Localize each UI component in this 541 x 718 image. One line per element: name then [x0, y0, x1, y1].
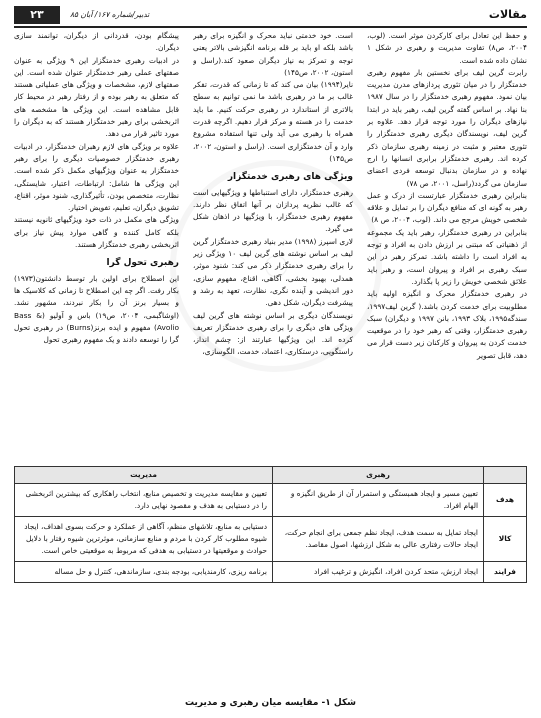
column-header-leadership: رهبری — [273, 467, 484, 484]
page-header — [14, 6, 527, 28]
column-middle — [193, 30, 353, 458]
table-corner — [484, 467, 527, 484]
table-header-row — [15, 467, 527, 484]
paragraph: رهبری خدمتگزار، دارای استنباطها و ویژگیهایی است که غالب نظریه پردازان بر آنها اتفاق نظر دارند. مفهوم رهبری خدمتگزار، با ویژگیها در اذهان شکل می گیرد. — [193, 187, 353, 234]
paragraph: نایر(۱۹۹۴) بیان می کند که تا زمانی که قدرت، تفکر غالب بر ما در رهبری باشد ما نمی توانیم به سطح بالاتری از استاندارد در رهبری حرکت کنیم. ما باید خدمت را در هسته و مرکز قرار دهیم. اگرچه قدرت همراه با رهبری می آید ولی تنها استفاده مشروع وارد و آن خدمتگزاری است. (راسل و استون، ۲۰۰۲، ص۱۴۵) — [193, 80, 353, 163]
management-cell: تعیین و مقایسه مدیریت و تخصیص منابع، انتخاب راهکاری که بیشترین اثربخشی را در دستیابی به هدف و مقصود نهایی دارد. — [15, 484, 273, 517]
row-label: کالا — [484, 517, 527, 562]
paragraph: در ادبیات رهبری خدمتگزار این ۹ ویژگی به عنوان صفتهای عملی رهبر خدمتگزار عنوان شده است. این صفتهای لازم، مشخصات و ویژگی های عملیاتی هستند که متعلق به رهبر بوده و از رفتار رهبر در محیط کار قابل مشاهده است. این ویژگی ها مشخصه های اثربخشی برای رهبر خدمتگزار هستند که به دیگران را مورد تاثیر قرار می دهد. — [14, 55, 179, 139]
issue-info: تدبیر/شماره ۱۶۷/ آبان ۸۵ — [70, 10, 150, 19]
leadership-cell: ایجاد ارزش، متحد کردن افراد، انگیزش و ترغیب افراد — [273, 562, 484, 583]
paragraph: این اصطلاح برای اولین بار توسط دانشتون(۱۹۷۳) بکار رفت. اگر چه این اصطلاح تا زمانی که کلاسیک ها و بسیار برنز آن را بکار نبردند، مشهور نشد.(اوشاگبمی، ۲۰۰۴، ص۱۹) باس و آولیو (Bass & Avolio) مفهوم و ایده برنز(Burns) در رهبری تحول گرا را توسعه دادند و یک مفهوم رهبری تحول — [14, 273, 179, 345]
paragraph: بنابراین رهبری خدمتگزار عبارتست از درک و عمل رهبر به گونه ای که منافع دیگران را بر تمایل و علاقه شخصی خویش مرجح می داند. (لوب، ۲۰۰۴، ص ۸) — [367, 190, 527, 225]
management-cell: دستیابی به منابع، تلاشهای منظم، آگاهی از عملکرد و حرکت بسوی اهداف، ایجاد شیوه مطلوب کار کردن با مردم و منابع سازمانی، موثرترین شیوه رفتار با دلایل حوادث و موقعیتها در دستیابی به هدفی که مربوط به موقعیتی خاص است. — [15, 517, 273, 562]
management-cell: برنامه ریزی، کارمندیابی، بودجه بندی، سازماندهی، کنترل و حل مساله — [15, 562, 273, 583]
leadership-cell: ایجاد تمایل به سمت هدف، ایجاد نظم جمعی برای انجام حرکت، ایجاد حالات رفتاری عالی به شکل ارزشها، اصول مقاصد. — [273, 517, 484, 562]
section-heading: رهبری تحول گرا — [106, 258, 179, 269]
table-row — [15, 517, 527, 562]
paragraph: علاوه بر ویژگی های لازم رهبران خدمتگزار، در ادبیات رهبری خدمتگزار خصوصیات دیگری را برای رهبر خدمتگزار به عنوان ویژگیهای مکمل ذکر شده است. این ویژگی ها شامل: ارتباطات، اعتبار، شایستگی، نظارت، متخصص بودن، تأثیرگذاری، شنود موثر، اقناع، تشویق دیگران، تعلیم، تفویض اختیار. — [14, 141, 179, 213]
paragraph: ویژگی های مکمل در ذات خود ویژگیهای ثانویه نیستند بلکه کامل کننده و گاهی موارد پیش نیاز برای اثربخشی رهبری خدمتگزار هستند. — [14, 215, 179, 250]
paragraph: بنابراین در رهبری خدمتگزار، رهبر باید یک مجموعه از ذهنیاتی که مبتنی بر ارزش دادن به افراد و توجه به افراد است را داشته باشد. تمرکز رهبر در این سبک رهبری بر افراد و پیروان است، و رهبر باید علائق شخصی خویش را زیر پا بگذارد. — [367, 227, 527, 286]
table-row — [15, 562, 527, 583]
table-row — [15, 484, 527, 517]
figure-caption: شکل ۱- مقایسه میان رهبری و مدیریت — [184, 698, 357, 708]
column-left — [14, 30, 179, 458]
article-body — [14, 30, 527, 458]
row-label: هدف — [484, 484, 527, 517]
paragraph: لاری اسپرز (۱۹۹۸) مدیر بنیاد رهبری خدمتگزار گرین لیف بر اساس نوشته های گرین لیف ۱۰ ویژگی زیر را برای رهبری خدمتگزار ذکر می کند: شنود موثر، همدلی، بهبود بخشی، آگاهی، اقناع، مفهوم سازی، دور اندیشی و آینده نگری، نظارت، تعهد به رشد و پیشرفت دیگران، شکل دهی. — [193, 236, 353, 308]
column-right — [367, 30, 527, 458]
column-header-management: مدیریت — [15, 467, 273, 484]
paragraph: در رهبری خدمتگزار محرک و انگیزه اولیه باید مطلوبیت برای خدمت کردن باشد.( گرین لیف۱۹۹۷، سندگه۱۹۹۵، بلاک ۱۹۹۳، بانن ۱۹۹۷ و دیگران) سبک رهبری خدمتگزار، وقتی که رهبر خود را در موقعیت خدمت کردن به پیروان و کارکنان زیر دست قرار می دهد، قابل تصویر — [367, 289, 527, 360]
paragraph: و حفظ این تعادل برای کارکردن موثر است. (لوب، ۲۰۰۴، ص۸) تفاوت مدیریت و رهبری در شکل ۱ نشان داده شده است. — [367, 31, 527, 65]
leadership-cell: تعیین مسیر و ایجاد همبستگی و استمرار آن از طریق انگیزه و الهام افراد. — [273, 484, 484, 517]
section-title: مقالات — [488, 8, 527, 21]
paragraph: رابرت گرین لیف برای نخستین بار مفهوم رهبری خدمتگزار را در میان تئوری پردازهای مدرن مدیریت بیان نمود. مفهوم رهبری خدمتگزار را در سال ۱۹۸۷ بنا نهاد. بر اساس گفته گرین لیف، رهبر باید در ابتدا نیازهای دیگران را مورد توجه قرار دهد. علاوه بر گرین لیف، نویسندگان دیگری رهبری خدمتگزار را تئوری معتبر و مثبت در زمینه رهبری سازمان ذکر کرده اند. رهبری خدمتگزار برابری انسانها را ارج نهاده و در سازمان بدنبال توسعه فردی اعضای سازمان می گردد(راسل، ۲۰۰۱، ص ۷۸) — [367, 67, 527, 188]
page-number: ۲۳ — [14, 6, 60, 24]
row-label: فرایند — [484, 562, 527, 583]
watermark-seal: ◯ — [140, 130, 412, 402]
paragraph: پیشگام بودن، قدردانی از دیگران، توانمند سازی دیگران. — [14, 31, 179, 53]
comparison-table — [14, 466, 527, 583]
section-heading: ویژگی های رهبری خدمتگزار — [227, 172, 353, 183]
paragraph: نویسندگان دیگری بر اساس نوشته های گرین لیف ویژگی های دیگری را برای رهبری خدمتگزار تعریف کرده اند. این ویژگیها عبارتند از: چشم انداز، راستگویی، درستکاری، اعتماد، خدمت، الگوسازی، — [193, 310, 353, 357]
paragraph: است. خود خدمتی نباید محرک و انگیزه برای رهبر باشد بلکه او باید بر قله برنامه انگیزشی بالاتر یعنی توجه و تمرکز به نیاز دیگران صعود کند.(راسل و استون، ۲۰۰۲، ص۱۴۵) — [193, 31, 353, 77]
